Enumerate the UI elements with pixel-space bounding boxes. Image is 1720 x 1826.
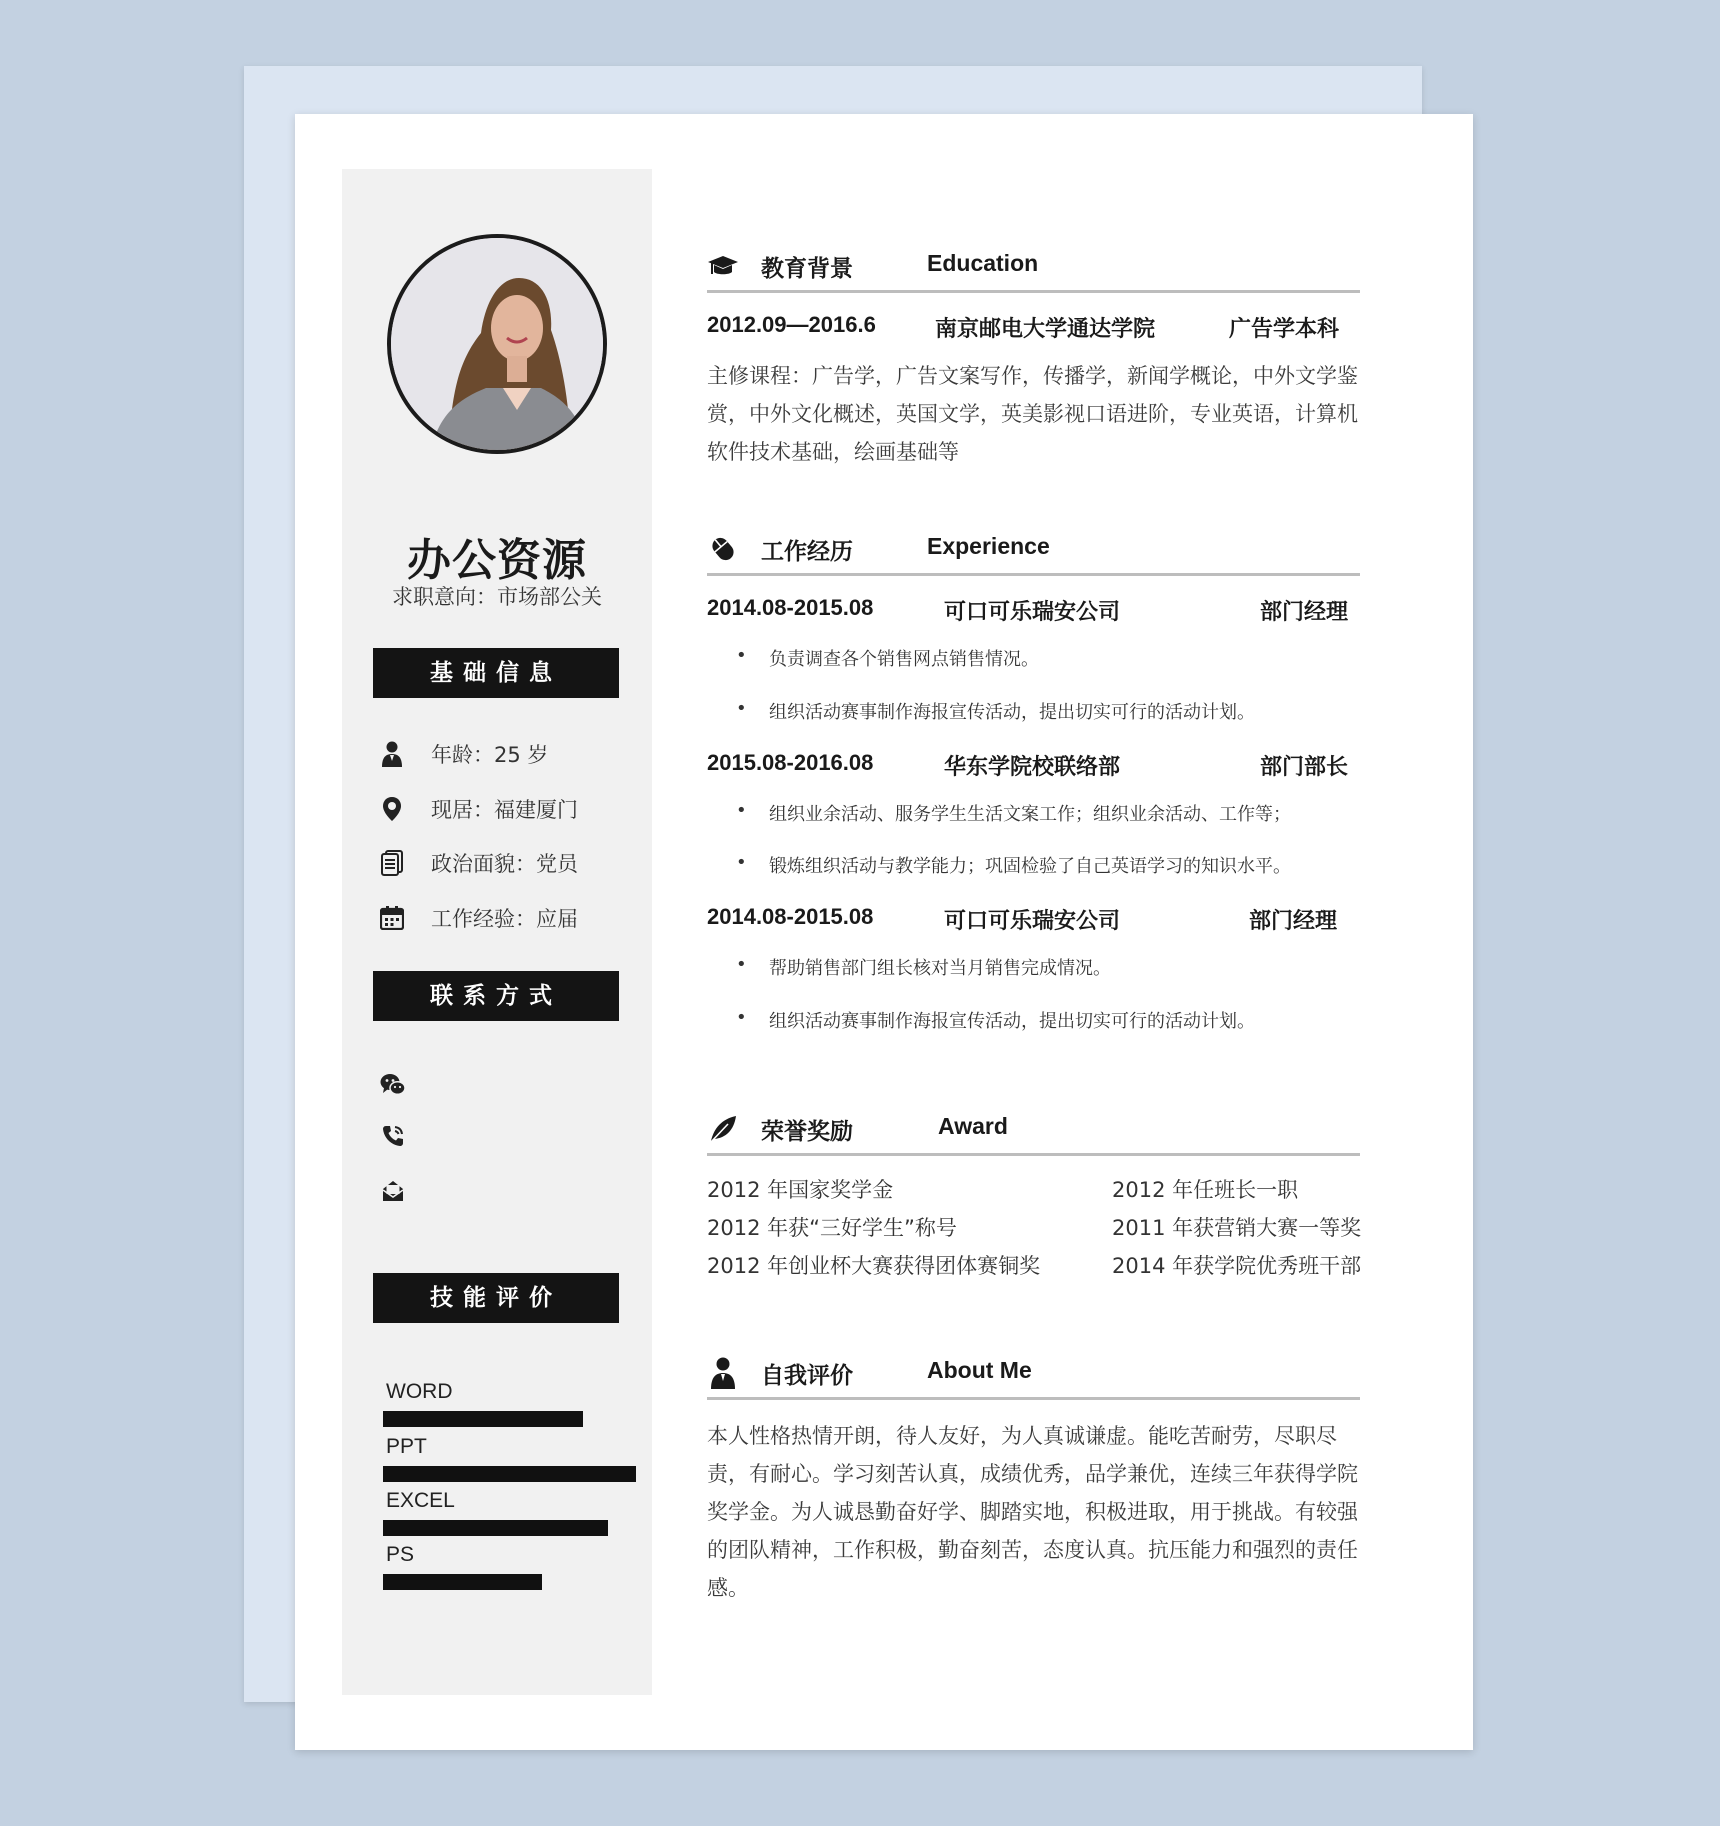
- award-title-en: Award: [938, 1113, 1008, 1139]
- job-1-bullet-1: • 负责调查各个销售网点销售情况。: [739, 645, 1039, 671]
- wechat-icon: [380, 1072, 406, 1098]
- award-right-3: 2014 年获学院优秀班干部: [1112, 1254, 1362, 1278]
- award-title-zh: 荣誉奖励: [761, 1119, 853, 1145]
- experience-title-en: Experience: [927, 533, 1050, 559]
- location-pin-icon: [380, 795, 404, 823]
- info-experience-text: 工作经验：应届: [431, 907, 578, 931]
- skill-ppt-bar: [383, 1466, 636, 1482]
- avatar: [387, 234, 607, 454]
- skill-word-label: WORD: [386, 1380, 453, 1403]
- person-icon: [380, 740, 404, 768]
- resume-page: [295, 114, 1473, 1750]
- award-left-3: 2012 年创业杯大赛获得团体赛铜奖: [707, 1254, 1041, 1278]
- job-1-org: 可口可乐瑞安公司: [944, 600, 1121, 625]
- job-1-role: 部门经理: [1260, 600, 1349, 625]
- skills-heading: 技能评价: [373, 1273, 619, 1323]
- education-degree: 广告学本科: [1229, 317, 1340, 342]
- skill-ps-label: PS: [386, 1543, 415, 1566]
- info-residence-text: 现居：福建厦门: [431, 798, 578, 822]
- award-right-2: 2011 年获营销大赛一等奖: [1112, 1216, 1362, 1240]
- job-3-org: 可口可乐瑞安公司: [944, 909, 1121, 934]
- leaf-icon: [707, 1113, 739, 1145]
- job-2-org: 华东学院校联络部: [944, 755, 1121, 780]
- award-left-1: 2012 年国家奖学金: [707, 1178, 894, 1202]
- info-experience: [380, 902, 578, 934]
- job-2-bullet-1: • 组织业余活动、服务学生生活文案工作；组织业余活动、工作等；: [739, 800, 1291, 826]
- candidate-name: 办公资源: [407, 535, 587, 586]
- job-1-bullet-2: • 组织活动赛事制作海报宣传活动，提出切实可行的活动计划。: [739, 698, 1255, 724]
- education-courses: 主修课程：广告学，广告文案写作，传播学，新闻学概论，中外文学鉴赏，中外文化概述，英国文学，英美影视口语进阶，专业英语，计算机软件技术基础，绘画基础等: [707, 364, 1358, 464]
- basic-info-heading: 基础信息: [373, 648, 619, 698]
- education-school: 南京邮电大学通达学院: [935, 317, 1156, 342]
- experience-title-zh: 工作经历: [761, 539, 853, 565]
- graduation-cap-icon: [707, 250, 739, 282]
- about-title-en: About Me: [927, 1357, 1032, 1383]
- education-header: [707, 246, 1360, 293]
- education-period: 2012.09—2016.6: [707, 312, 876, 337]
- job-2-role: 部门部长: [1260, 755, 1349, 780]
- about-text: 本人性格热情开朗，待人友好，为人真诚谦虚。能吃苦耐劳，尽职尽责，有耐心。学习刻苦认真，成绩优秀，品学兼优，连续三年获得学院奖学金。为人诚恳勤奋好学、脚踏实地，积极进取，用于挑战。有较强的团队精神，工作积极，勤奋刻苦，态度认真。抗压能力和强烈的责任感。: [707, 1424, 1358, 1600]
- contact-heading: 联系方式: [373, 971, 619, 1021]
- job-3-bullet-2: • 组织活动赛事制作海报宣传活动，提出切实可行的活动计划。: [739, 1007, 1255, 1033]
- award-header: [707, 1109, 1360, 1156]
- job-intention: 求职意向：市场部公关: [392, 585, 602, 609]
- job-2-period: 2015.08-2016.08: [707, 750, 874, 775]
- about-header: [707, 1353, 1360, 1400]
- skill-ps-bar: [383, 1574, 542, 1590]
- mouse-icon: [707, 533, 739, 565]
- skill-excel-bar: [383, 1520, 608, 1536]
- mail-icon: [380, 1178, 406, 1204]
- info-politics: [380, 847, 578, 879]
- skill-word-bar: [383, 1411, 583, 1427]
- job-2-bullet-2: • 锻炼组织活动与教学能力；巩固检验了自己英语学习的知识水平。: [739, 852, 1291, 878]
- award-right-1: 2012 年任班长一职: [1112, 1178, 1299, 1202]
- info-residence: [380, 793, 578, 825]
- about-title-zh: 自我评价: [761, 1363, 853, 1389]
- info-age: [380, 738, 548, 770]
- job-3-role: 部门经理: [1249, 909, 1338, 934]
- job-1-period: 2014.08-2015.08: [707, 595, 874, 620]
- education-title-en: Education: [927, 250, 1039, 276]
- info-politics-text: 政治面貌：党员: [431, 852, 578, 876]
- award-left-2: 2012 年获“三好学生”称号: [707, 1216, 957, 1240]
- person-icon: [707, 1357, 739, 1389]
- job-3-bullet-1: • 帮助销售部门组长核对当月销售完成情况。: [739, 954, 1111, 980]
- phone-icon: [380, 1123, 406, 1149]
- sidebar: [342, 169, 652, 1695]
- skill-ppt-label: PPT: [386, 1435, 427, 1458]
- calendar-icon: [380, 904, 404, 932]
- document-icon: [380, 849, 404, 877]
- skill-excel-label: EXCEL: [386, 1489, 455, 1512]
- job-3-period: 2014.08-2015.08: [707, 904, 874, 929]
- info-age-text: 年龄：25 岁: [431, 743, 549, 767]
- experience-header: [707, 529, 1360, 576]
- education-title-zh: 教育背景: [761, 256, 853, 282]
